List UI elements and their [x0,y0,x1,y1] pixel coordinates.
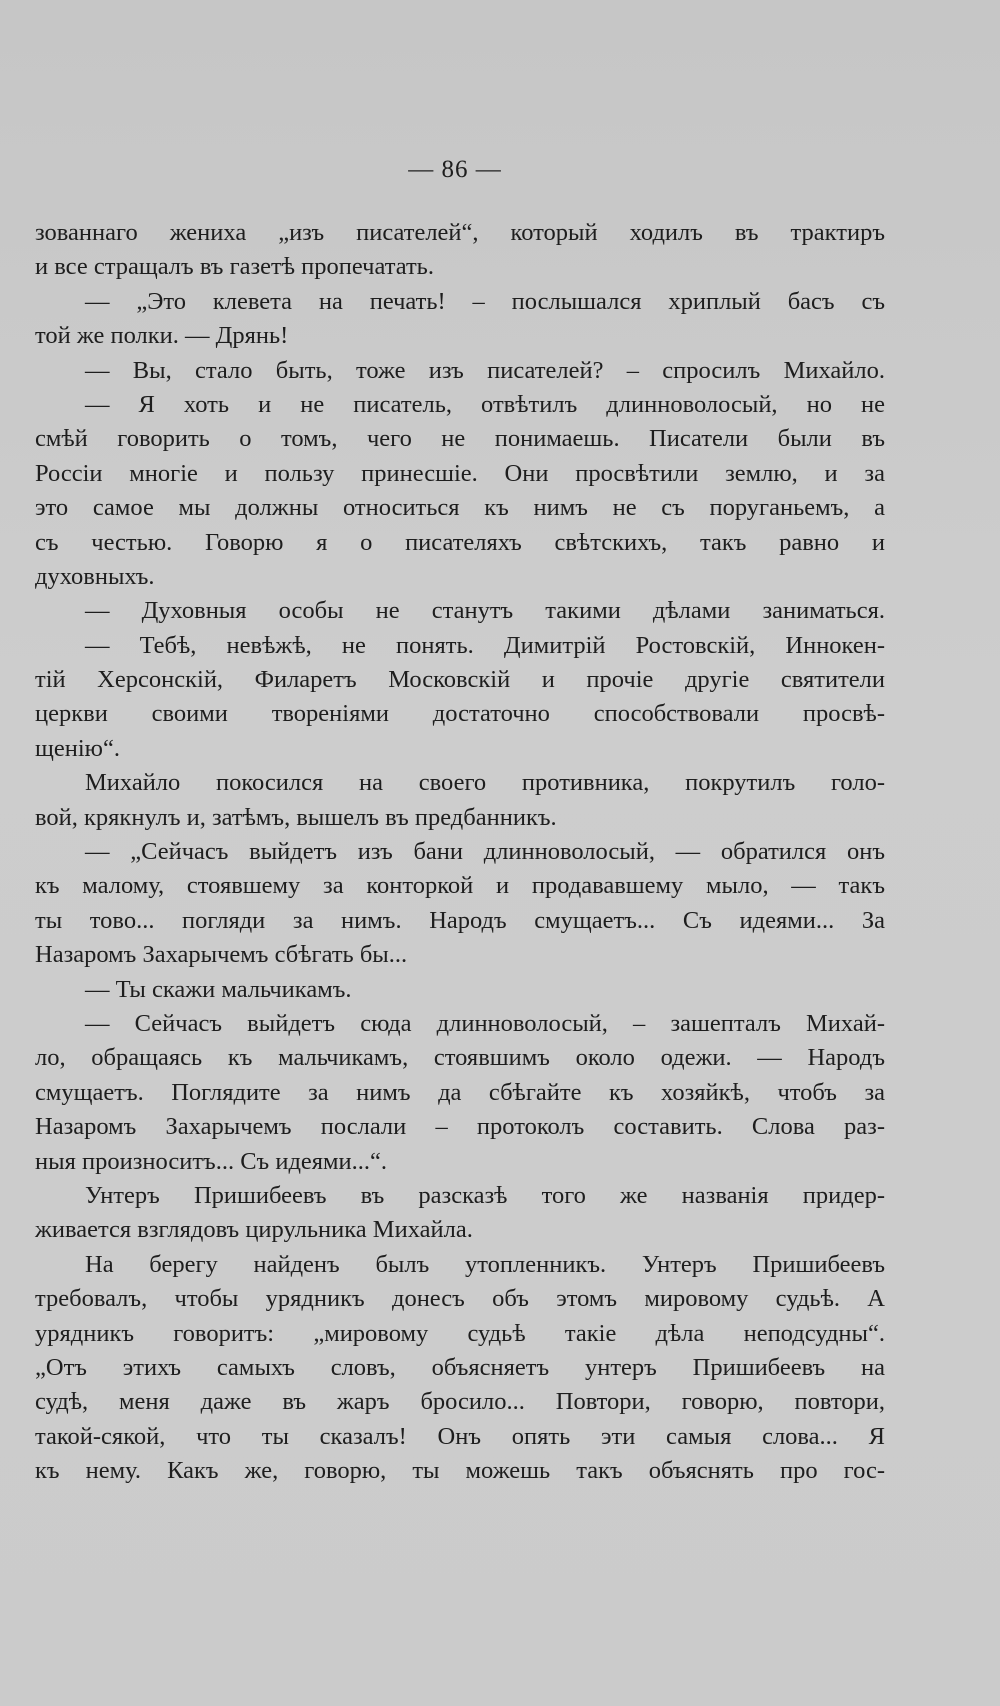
text-line: урядникъ говоритъ: „мировому судьѣ такіе дѣла неподсудны“. [35,1319,885,1347]
text-line: На берегу найденъ былъ утопленникъ. Унтеръ Пришибеевъ [85,1250,885,1278]
page-number: — 86 — [408,156,502,183]
text-line: — Вы, стало быть, тоже изъ писателей? – спросилъ Михайло. [85,356,885,384]
text-line: живается взглядовъ цирульника Михайла. [35,1216,473,1244]
text-line: съ честью. Говорю я о писателяхъ свѣтскихъ, такъ равно и [35,528,885,556]
text-line: смѣй говорить о томъ, чего не понимаешь. Писатели были въ [35,425,885,453]
text-line: Россіи многіе и пользу принесшіе. Они просвѣтили землю, и за [35,459,885,487]
text-line: къ нему. Какъ же, говорю, ты можешь такъ объяснять про гос- [35,1457,885,1485]
text-line: — „Сейчасъ выйдетъ изъ бани длинноволосый, — обратился онъ [85,838,885,866]
text-line: духовныхъ. [35,562,155,590]
text-line: ты тово... погляди за нимъ. Народъ смущаетъ... Съ идеями... За [35,906,885,934]
text-line: — „Это клевета на печать! – послышался хриплый басъ съ [85,287,885,315]
text-line: ныя произноситъ... Съ идеями...“. [35,1147,388,1175]
text-line: — Сейчасъ выйдетъ сюда длинноволосый, – зашепталъ Михай- [85,1009,885,1037]
body-text [35,216,885,1488]
text-line: — Я хоть и не писатель, отвѣтилъ длинноволосый, но не [85,390,885,418]
text-line: и все стращалъ въ газетѣ пропечатать. [35,253,434,281]
text-line: такой-сякой, что ты сказалъ! Онъ опять эти самыя слова... Я [35,1422,885,1450]
text-line: къ малому, стоявшему за конторкой и продававшему мыло, — такъ [35,872,885,900]
text-line: Михайло покосился на своего противника, покрутилъ голо- [85,769,885,797]
text-line: — Духовныя особы не станутъ такими дѣлами заниматься. [85,597,885,625]
text-line: смущаетъ. Поглядите за нимъ да сбѣгайте къ хозяйкѣ, чтобъ за [35,1078,885,1106]
text-line: той же полки. — Дрянь! [35,322,289,350]
text-line: — Тебѣ, невѣжѣ, не понять. Димитрій Ростовскій, Иннокен- [85,631,885,659]
text-line: Унтеръ Пришибеевъ въ разсказѣ того же названія придер- [85,1181,885,1209]
text-line: Назаромъ Захарычемъ сбѣгать бы... [35,941,408,969]
text-line: Назаромъ Захарычемъ послали – протоколъ составить. Слова раз- [35,1113,885,1141]
text-line: — Ты скажи мальчикамъ. [85,975,352,1003]
text-line: судѣ, меня даже въ жаръ бросило... Повтори, говорю, повтори, [35,1388,885,1416]
text-line: вой, крякнулъ и, затѣмъ, вышелъ въ предбанникъ. [35,803,557,831]
text-line: требовалъ, чтобы урядникъ донесъ объ этомъ мировому судьѣ. А [35,1285,885,1313]
text-line: это самое мы должны относиться къ нимъ не съ поруганьемъ, а [35,494,885,522]
text-line: „Отъ этихъ самыхъ словъ, объясняетъ унтеръ Пришибеевъ на [35,1353,885,1381]
text-line: церкви своими твореніями достаточно способствовали просвѣ- [35,700,885,728]
text-line: ло, обращаясь къ мальчикамъ, стоявшимъ около одежи. — Народъ [35,1044,885,1072]
text-line: зованнаго жениха „изъ писателей“, который ходилъ въ трактиръ [35,219,885,246]
text-line: тій Херсонскій, Филаретъ Московскій и прочіе другіе святители [35,666,885,694]
text-line: щенію“. [35,734,120,762]
